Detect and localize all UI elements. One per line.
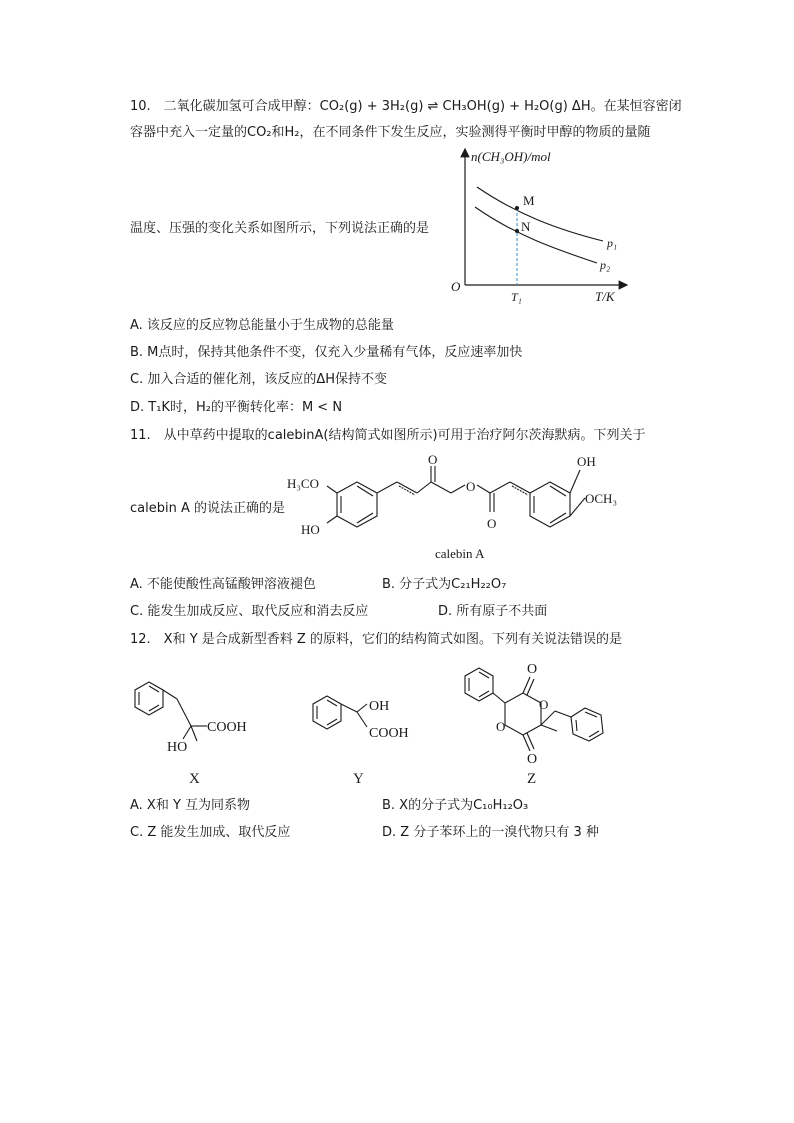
z-ring-oxygen-left: O bbox=[496, 719, 506, 734]
curve-p2-label: p₂ bbox=[600, 258, 611, 272]
right-hydroxy-label: OH bbox=[577, 454, 596, 469]
q10-stem-line2: 容器中充入一定量的CO₂和H₂，在不同条件下发生反应，实验测得平衡时甲醇的物质的量随 bbox=[130, 125, 651, 140]
q10-option-b: B. M点时，保持其他条件不变，仅充入少量稀有气体，反应速率加快 bbox=[130, 345, 523, 360]
q12-option-c: C. Z 能发生加成、取代反应 bbox=[130, 825, 291, 840]
z-dioxane-ring bbox=[505, 693, 541, 735]
q12-option-d: D. Z 分子苯环上的一溴代物只有 3 种 bbox=[382, 825, 599, 840]
q12-option-b: B. X的分子式为C₁₀H₁₂O₃ bbox=[382, 798, 529, 813]
x-label: X bbox=[189, 771, 200, 787]
q12-option-a: A. X和 Y 互为同系物 bbox=[130, 798, 251, 813]
left-methoxy-label: H₃CO bbox=[287, 476, 319, 491]
q11-option-c: C. 能发生加成反应、取代反应和消去反应 bbox=[130, 604, 369, 619]
z-carbonyl-oxygen-bottom: O bbox=[527, 752, 538, 767]
x-ho-label: HO bbox=[167, 740, 188, 755]
z-label: Z bbox=[527, 771, 537, 787]
q12-structures bbox=[125, 655, 635, 790]
left-benzene-ring bbox=[337, 482, 377, 527]
point-n-label: N bbox=[521, 219, 531, 234]
x-axis-label: T/K bbox=[595, 289, 615, 304]
right-methoxy-label: OCH₃ bbox=[585, 491, 617, 506]
ester-oxygen-label: O bbox=[466, 479, 476, 494]
y-oh-label: OH bbox=[369, 699, 390, 714]
q10-option-a: A. 该反应的反应物总能量小于生成物的总能量 bbox=[130, 318, 394, 333]
x-cooh-label: COOH bbox=[207, 720, 247, 735]
origin-label: O bbox=[451, 279, 461, 294]
y-axis-label: n(CH₃OH)/mol bbox=[471, 149, 551, 164]
right-benzene-ring bbox=[530, 482, 570, 527]
y-label: Y bbox=[353, 771, 364, 787]
q10-option-c: C. 加入合适的催化剂，该反应的ΔH保持不变 bbox=[130, 372, 388, 387]
calebin-a-caption: calebin A bbox=[435, 546, 485, 561]
q12-stem-line1: 12. X和 Y 是合成新型香料 Z 的原料，它们的结构简式如图。下列有关说法错误的是 bbox=[130, 632, 622, 647]
point-n bbox=[515, 229, 519, 233]
q11-option-a: A. 不能使酸性高锰酸钾溶液褪色 bbox=[130, 577, 316, 592]
q10-stem-line3: 温度、压强的变化关系如图所示，下列说法正确的是 bbox=[130, 221, 430, 236]
point-m bbox=[515, 206, 519, 210]
q10-stem-line1: 10. 二氧化碳加氢可合成甲醇：CO₂(g) + 3H₂(g) ⇌ CH₃OH(g) + H₂O(g) ΔH。在某恒容密闭 bbox=[130, 99, 682, 114]
ketone-oxygen-label: O bbox=[428, 452, 438, 467]
y-cooh-label: COOH bbox=[369, 726, 409, 741]
q10-graph bbox=[445, 145, 635, 305]
curve-p2 bbox=[475, 207, 597, 263]
z-ring-oxygen-right: O bbox=[539, 697, 549, 712]
left-hydroxy-label: HO bbox=[301, 522, 320, 537]
calebin-a-structure bbox=[285, 448, 645, 566]
curve-p1-label: p₁ bbox=[607, 236, 618, 250]
q11-stem-line1: 11. 从中草药中提取的calebinA(结构简式如图所示)可用于治疗阿尔茨海默病。下列关于 bbox=[130, 428, 646, 443]
q11-option-b: B. 分子式为C₂₁H₂₂O₇ bbox=[382, 577, 507, 592]
point-m-label: M bbox=[523, 193, 535, 208]
curve-p1 bbox=[477, 187, 603, 241]
q10-option-d: D. T₁K时，H₂的平衡转化率：M < N bbox=[130, 400, 343, 415]
t1-tick-label: T₁ bbox=[511, 290, 522, 304]
q11-stem-line2: calebin A 的说法正确的是 bbox=[130, 501, 285, 516]
ester-carbonyl-oxygen-label: O bbox=[487, 516, 497, 531]
q11-option-d: D. 所有原子不共面 bbox=[438, 604, 548, 619]
z-carbonyl-oxygen-top: O bbox=[527, 662, 538, 677]
